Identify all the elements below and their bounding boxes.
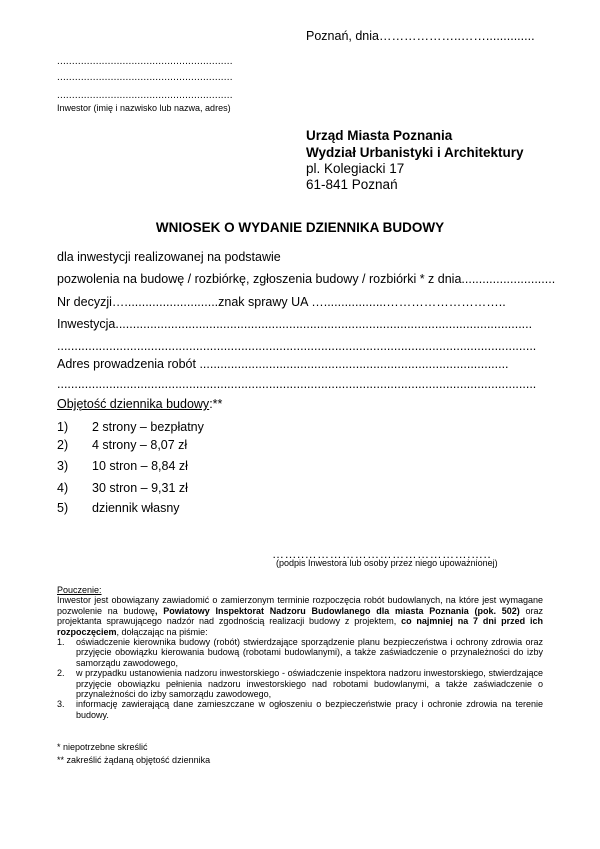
footnote-double: ** zakreślić żądaną objętość dziennika [57, 755, 211, 765]
signature-line[interactable]: ……..………………………………….….. [272, 547, 492, 561]
footnote-single: * niepotrzebne skreślić [57, 742, 148, 752]
option-2-label[interactable]: 4 strony – 8,07 zł [92, 438, 188, 452]
notice-item-3-number: 3. [57, 699, 65, 710]
basis-intro: dla inwestycji realizowanej na podstawie [57, 250, 281, 264]
notice-heading: Pouczenie: [57, 585, 102, 595]
investor-line-2[interactable]: ........................................................... [57, 72, 233, 83]
notice-item-2-text: w przypadku ustanowienia nadzoru inwestorskiego - oświadczenie inspektora nadzoru inwestorskiego, stwierdzające przyjęcie obowiązku pełnienia nadzoru inwestorskiego nad robotami budowlanymi, a także zaświadczenie o przynależności do izby samorządu zawodowego, [76, 668, 543, 700]
volume-suffix: :** [209, 397, 223, 411]
option-3-label[interactable]: 10 stron – 8,84 zł [92, 459, 188, 473]
address-continuation[interactable]: .......................................................................................................................................... [57, 377, 537, 391]
option-4-label[interactable]: 30 stron – 9,31 zł [92, 481, 188, 495]
notice-item-3-text: informację zawierającą dane zamieszczane w ogłoszeniu o bezpieczeństwie pracy i ochronie zdrowia na terenie budowy. [76, 699, 543, 720]
notice-paragraph [57, 595, 543, 637]
basis-line[interactable]: pozwolenia na budowę / rozbiórkę, zgłoszenia budowy / rozbiórki * z dnia........................... [57, 272, 556, 286]
notice-deadline: co najmniej na 7 dni przed ich rozpoczęciem [57, 616, 544, 637]
notice-block [57, 585, 543, 720]
notice-item-1-number: 1. [57, 637, 65, 648]
option-5-label[interactable]: dziennik własny [92, 501, 180, 515]
office-street: pl. Kolegiacki 17 [306, 161, 405, 176]
option-5-number: 5) [57, 501, 69, 515]
address-line[interactable]: Adres prowadzenia robót ......................................................................................... [57, 357, 509, 371]
investment-line[interactable]: Inwestycja........................................................................................................................ [57, 317, 533, 331]
option-1-label[interactable]: 2 strony – bezpłatny [92, 420, 204, 434]
notice-item-2-number: 2. [57, 668, 65, 679]
notice-list [57, 637, 543, 720]
notice-inspectorate: , Powiatowy Inspektorat Nadzoru Budowlanego dla miasta Poznania (pok. 502) [155, 605, 520, 616]
date-line[interactable]: Poznań, dnia………………..…….............. [306, 29, 535, 43]
notice-text-3: , dołączając na piśmie: [116, 626, 208, 637]
office-postal: 61-841 Poznań [306, 177, 398, 192]
investor-line-3[interactable]: ........................................................... [57, 90, 233, 101]
volume-heading [57, 397, 222, 411]
office-department: Wydział Urbanistyki i Architektury [306, 145, 524, 160]
notice-text-2: oraz projektanta sprawującego nadzór nad zgodnością realizacji budowy z projektem, [57, 605, 543, 627]
option-3-number: 3) [57, 459, 69, 473]
notice-item-1-text: oświadczenie kierownika budowy (robót) stwierdzające sporządzenie planu bezpieczeństwa i ochrony zdrowia oraz przyjęcie obowiązku kierowania budową (robotami budowlanymi), a także zaświadczenie o przynależności do izby samorządu zawodowego, [76, 637, 543, 668]
option-4-number: 4) [57, 481, 69, 495]
office-name: Urząd Miasta Poznania [306, 128, 453, 143]
notice-item-1 [57, 637, 543, 668]
option-2-number: 2) [57, 438, 69, 452]
notice-item-3 [57, 699, 543, 720]
investor-line-1[interactable]: ........................................................... [57, 56, 233, 67]
volume-label: Objętość dziennika budowy [57, 397, 210, 411]
investor-caption: Inwestor (imię i nazwisko lub nazwa, adres) [57, 103, 231, 113]
option-1-number: 1) [57, 420, 69, 434]
notice-item-2 [57, 668, 543, 699]
investment-continuation[interactable]: .......................................................................................................................................... [57, 339, 537, 353]
signature-caption: (podpis Inwestora lub osoby przez niego upoważnionej) [276, 558, 498, 568]
document-title: WNIOSEK O WYDANIE DZIENNIKA BUDOWY [155, 220, 445, 235]
notice-text-1: Inwestor jest obowiązany zawiadomić o zamierzonym terminie rozpoczęcia robót budowlanych, na które jest wymagane pozwolenie na budowę [57, 595, 543, 616]
decision-line[interactable]: Nr decyzji…...........................znak sprawy UA …..................……………………….. [57, 295, 506, 309]
